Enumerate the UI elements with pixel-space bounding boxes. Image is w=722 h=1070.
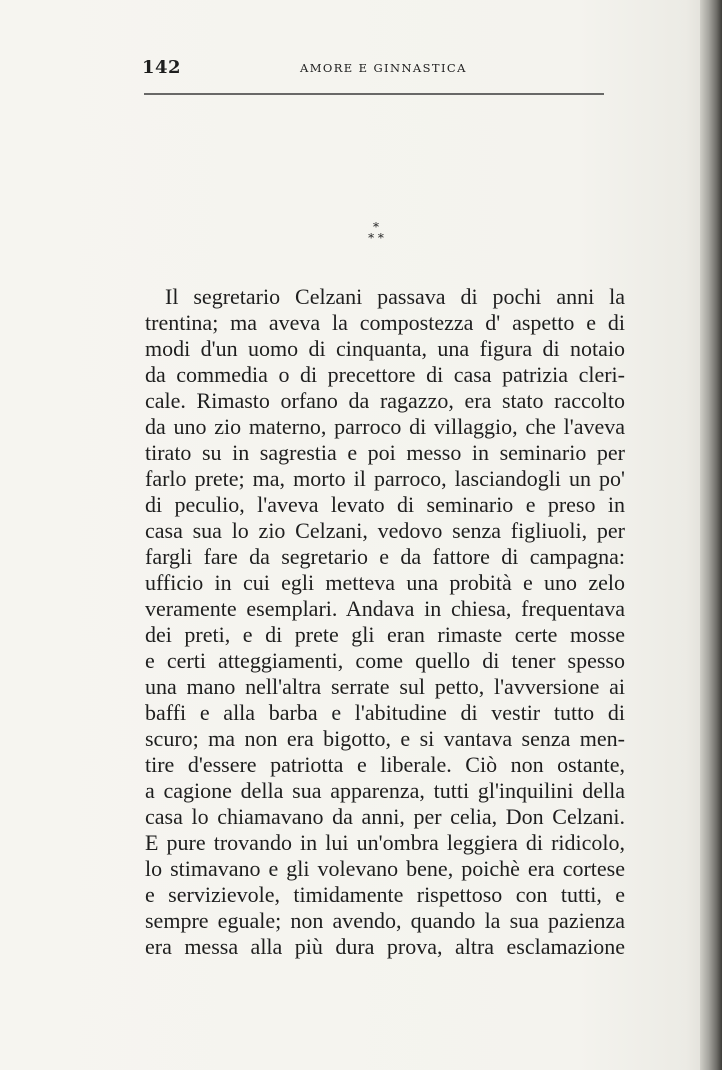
text-line: scuro; ma non era bigotto, e si vantava senza men- <box>145 726 625 751</box>
text-line: Il segretario Celzani passava di pochi anni la <box>165 284 625 309</box>
text-line: sempre eguale; non avendo, quando la sua pazienza <box>145 908 625 933</box>
asterism-bottom: * * <box>368 231 384 245</box>
section-break-asterism <box>358 222 394 250</box>
page-edge-shadow <box>700 0 722 1070</box>
text-line: tirato su in sagrestia e poi messo in seminario per <box>145 440 625 465</box>
body-text <box>145 284 625 960</box>
text-line: dei preti, e di prete gli eran rimaste certe mosse <box>145 622 625 647</box>
text-line: a cagione della sua apparenza, tutti gl'inquilini della <box>145 778 625 803</box>
text-line: baffi e alla barba e l'abitudine di vestir tutto di <box>145 700 625 725</box>
text-line: tire d'essere patriotta e liberale. Ciò non ostante, <box>145 752 625 777</box>
text-line: da commedia o di precettore di casa patrizia cleri- <box>145 362 625 387</box>
text-line: casa sua lo zio Celzani, vedovo senza figliuoli, per <box>145 518 625 543</box>
text-line: e servizievole, timidamente rispettoso con tutti, e <box>145 882 625 907</box>
text-line: modi d'un uomo di cinquanta, una figura di notaio <box>145 336 625 361</box>
text-line: da uno zio materno, parroco di villaggio, che l'aveva <box>145 414 625 439</box>
text-line: cale. Rimasto orfano da ragazzo, era stato raccolto <box>145 388 625 413</box>
header-rule <box>144 93 604 95</box>
text-line: farlo prete; ma, morto il parroco, lasciandogli un po' <box>145 466 625 491</box>
text-line: casa lo chiamavano da anni, per celia, Don Celzani. <box>145 804 625 829</box>
text-line: di peculio, l'aveva levato di seminario e preso in <box>145 492 625 517</box>
text-line: era messa alla più dura prova, altra esclamazione <box>145 934 625 959</box>
running-title: AMORE E GINNASTICA <box>300 61 467 75</box>
page-header <box>138 57 624 83</box>
page-number: 142 <box>142 57 182 78</box>
asterism-top: * <box>373 220 379 234</box>
text-line: E pure trovando in lui un'ombra leggiera di ridicolo, <box>145 830 625 855</box>
text-line: trentina; ma aveva la compostezza d' aspetto e di <box>145 310 625 335</box>
text-line: e certi atteggiamenti, come quello di tener spesso <box>145 648 625 673</box>
text-line: ufficio in cui egli metteva una probità e uno zelo <box>145 570 625 595</box>
text-line: una mano nell'altra serrate sul petto, l'avversione ai <box>145 674 625 699</box>
text-line: fargli fare da segretario e da fattore di campagna: <box>145 544 625 569</box>
text-line: veramente esemplari. Andava in chiesa, frequentava <box>145 596 625 621</box>
text-line: lo stimavano e gli volevano bene, poichè era cortese <box>145 856 625 881</box>
